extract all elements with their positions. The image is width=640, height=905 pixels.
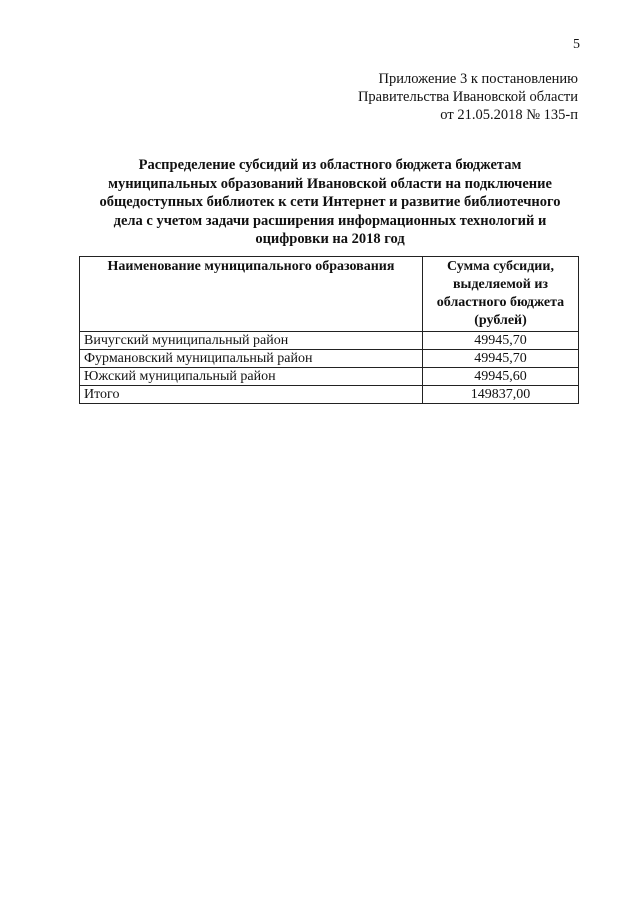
column-header-amount-line-4: (рублей) [474, 313, 527, 328]
page-number: 5 [573, 37, 580, 52]
header-line-2: Правительства Ивановской области [357, 89, 578, 105]
title-line-3: общедоступных библиотек к сети Интернет и развитие библиотечного [99, 194, 561, 210]
table-header-row [80, 257, 579, 332]
table-row [80, 332, 579, 350]
column-header-name: Наименование муниципального образования [80, 257, 423, 332]
header-line-1: Приложение 3 к постановлению [378, 71, 578, 87]
total-label: Итого [80, 386, 423, 404]
table-row [80, 368, 579, 386]
table-body [80, 332, 579, 404]
row-amount: 49945,70 [423, 332, 579, 350]
title-line-5: оцифровки на 2018 год [255, 231, 405, 247]
title-line-4: дела с учетом задачи расширения информационных технологий и [113, 212, 547, 229]
column-header-amount [423, 257, 579, 332]
row-amount: 49945,70 [423, 350, 579, 368]
column-header-amount-line-2: выделяемой из [452, 277, 549, 292]
row-name: Вичугский муниципальный район [80, 332, 423, 350]
row-amount: 49945,60 [423, 368, 579, 386]
title-line-1: Распределение субсидий из областного бюджета бюджетам [138, 157, 522, 173]
total-amount: 149837,00 [423, 386, 579, 404]
row-name: Фурмановский муниципальный район [80, 350, 423, 368]
column-header-amount-line-1: Сумма субсидии, [447, 259, 554, 274]
table-header [80, 257, 579, 332]
subsidy-table [79, 256, 579, 404]
column-header-amount-line-3: областного бюджета [436, 295, 565, 310]
row-name: Южский муниципальный район [80, 368, 423, 386]
document-header [300, 70, 578, 124]
document-title [80, 156, 580, 249]
header-line-3: от 21.05.2018 № 135-п [440, 107, 578, 123]
table-row-total [80, 386, 579, 404]
table-row [80, 350, 579, 368]
title-line-2: муниципальных образований Ивановской области на подключение [108, 175, 552, 192]
